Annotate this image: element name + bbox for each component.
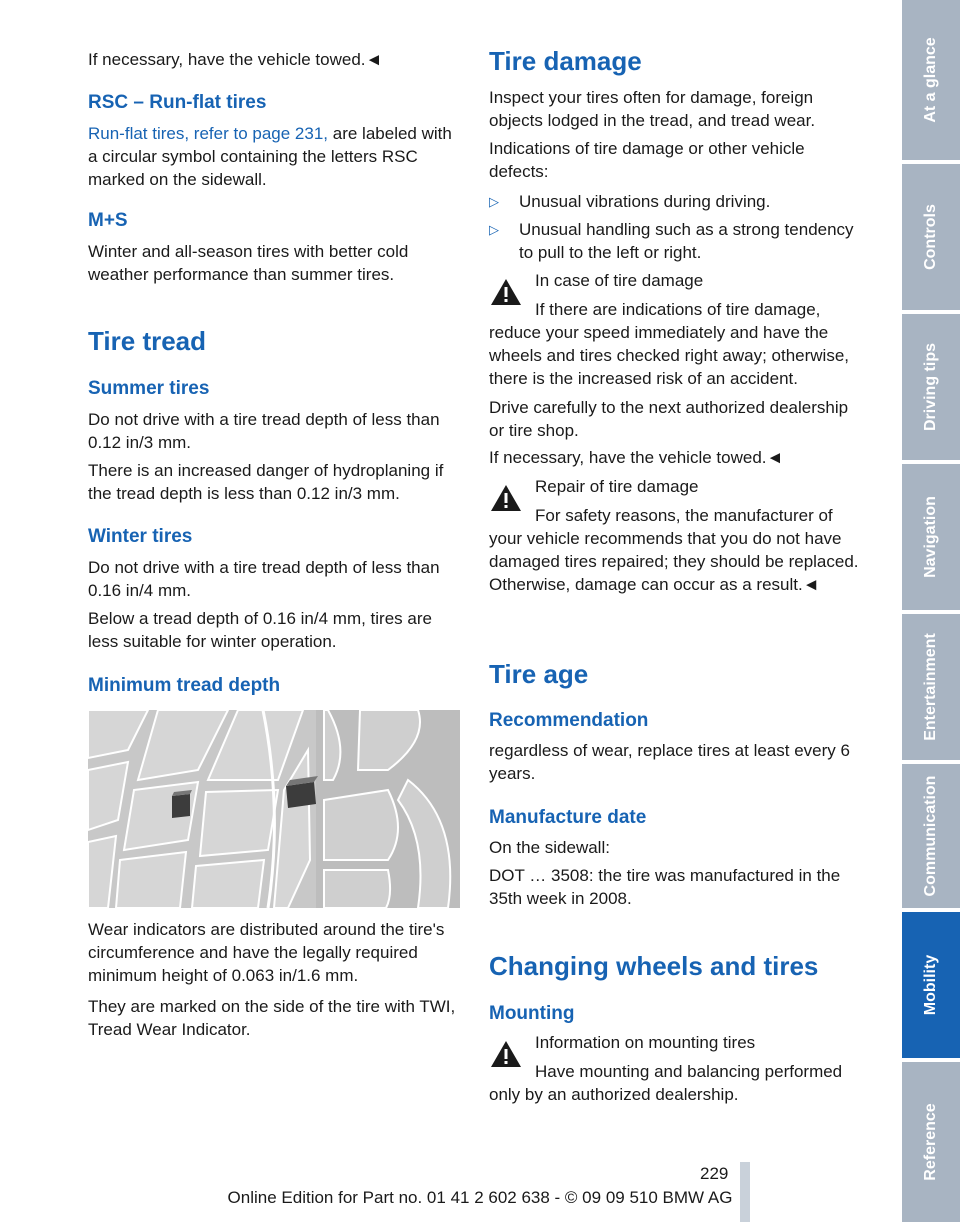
tire-damage-heading: Tire damage <box>489 46 642 76</box>
tread-wear-illustration <box>88 710 460 908</box>
tab-mobility[interactable]: Mobility <box>902 912 960 1058</box>
triangle-bullet-icon: ▷ <box>489 222 499 237</box>
warning-text: If there are indications of tire damage, reduce your speed immediately and have the wheels and tires checked right away; otherwise, there is the increased risk of an accident. <box>489 300 850 388</box>
tab-at-a-glance[interactable]: At a glance <box>902 0 960 160</box>
towed-note: If necessary, have the vehicle towed.◄ <box>88 50 383 69</box>
tab-driving-tips[interactable]: Driving tips <box>902 314 960 460</box>
recommendation-paragraph: regardless of wear, replace tires at least every 6 years. <box>489 741 850 783</box>
warning-text: For safety reasons, the manufacturer of your vehicle recommends that you do not have damaged tires repaired; they should be replaced. Otherwise, damage can occur as a result.◄ <box>489 506 859 594</box>
tab-entertainment[interactable]: Entertainment <box>902 614 960 760</box>
warning-title: In case of tire damage <box>535 271 704 290</box>
warning-title: Information on mounting tires <box>535 1033 756 1052</box>
warning-text: Have mounting and balancing performed only by an authorized dealership. <box>489 1062 843 1104</box>
wear-paragraph-1: Wear indicators are distributed around the tire's circumference and have the legally required minimum height of 0.063 in/1.6 mm. <box>88 920 445 985</box>
bullet-item: ▷ Unusual handling such as a strong tendency to pull to the left or right. <box>489 220 854 262</box>
wear-paragraph-2: They are marked on the side of the tire with TWI, Tread Wear Indicator. <box>88 997 456 1039</box>
mounting-heading: Mounting <box>489 1003 575 1024</box>
summer-paragraph-1: Do not drive with a tire tread depth of less than 0.12 in/3 mm. <box>88 410 440 452</box>
triangle-bullet-icon: ▷ <box>489 194 499 209</box>
towed-note: If necessary, have the vehicle towed.◄ <box>489 448 784 467</box>
tab-navigation[interactable]: Navigation <box>902 464 960 610</box>
chapter-tabs <box>902 0 960 1222</box>
warning-title: Repair of tire damage <box>535 477 699 496</box>
manufacture-date-heading: Manufacture date <box>489 807 647 828</box>
manufacture-paragraph-2: DOT … 3508: the tire was manufactured in the 35th week in 2008. <box>489 866 841 908</box>
winter-paragraph-1: Do not drive with a tire tread depth of less than 0.16 in/4 mm. <box>88 558 440 600</box>
tab-communication[interactable]: Communication <box>902 764 960 908</box>
winter-tires-heading: Winter tires <box>88 526 193 547</box>
tab-controls[interactable]: Controls <box>902 164 960 310</box>
manufacture-paragraph-1: On the sidewall: <box>489 838 610 857</box>
ms-heading: M+S <box>88 210 128 231</box>
damage-paragraph-2: Indications of tire damage or other vehicle defects: <box>489 139 805 181</box>
summer-tires-heading: Summer tires <box>88 378 210 399</box>
rsc-heading: RSC – Run-flat tires <box>88 92 267 113</box>
summer-paragraph-2: There is an increased danger of hydroplaning if the tread depth is less than 0.12 in/3 mm. <box>88 461 444 503</box>
page-number: 229 <box>700 1164 729 1183</box>
footer-edition-text: Online Edition for Part no. 01 41 2 602 638 - © 09 09 510 BMW AG <box>227 1188 733 1207</box>
damage-paragraph-1: Inspect your tires often for damage, foreign objects lodged in the tread, and tread wear. <box>489 88 816 130</box>
tab-reference[interactable]: Reference <box>902 1062 960 1222</box>
page-231-link[interactable]: Run-flat tires, refer to page 231, <box>88 124 329 143</box>
tire-age-heading: Tire age <box>489 659 589 689</box>
changing-wheels-heading: Changing wheels and tires <box>489 951 819 981</box>
recommendation-heading: Recommendation <box>489 710 649 731</box>
winter-paragraph-2: Below a tread depth of 0.16 in/4 mm, tires are less suitable for winter operation. <box>88 609 432 651</box>
ms-paragraph: Winter and all-season tires with better cold weather performance than summer tires. <box>88 242 409 284</box>
drive-paragraph: Drive carefully to the next authorized dealership or tire shop. <box>489 398 849 440</box>
tire-tread-heading: Tire tread <box>88 326 207 356</box>
rsc-paragraph: Run-flat tires, refer to page 231, are labeled with a circular symbol containing the letters RSC marked on the sidewall. <box>88 124 452 189</box>
minimum-tread-heading: Minimum tread depth <box>88 675 281 696</box>
